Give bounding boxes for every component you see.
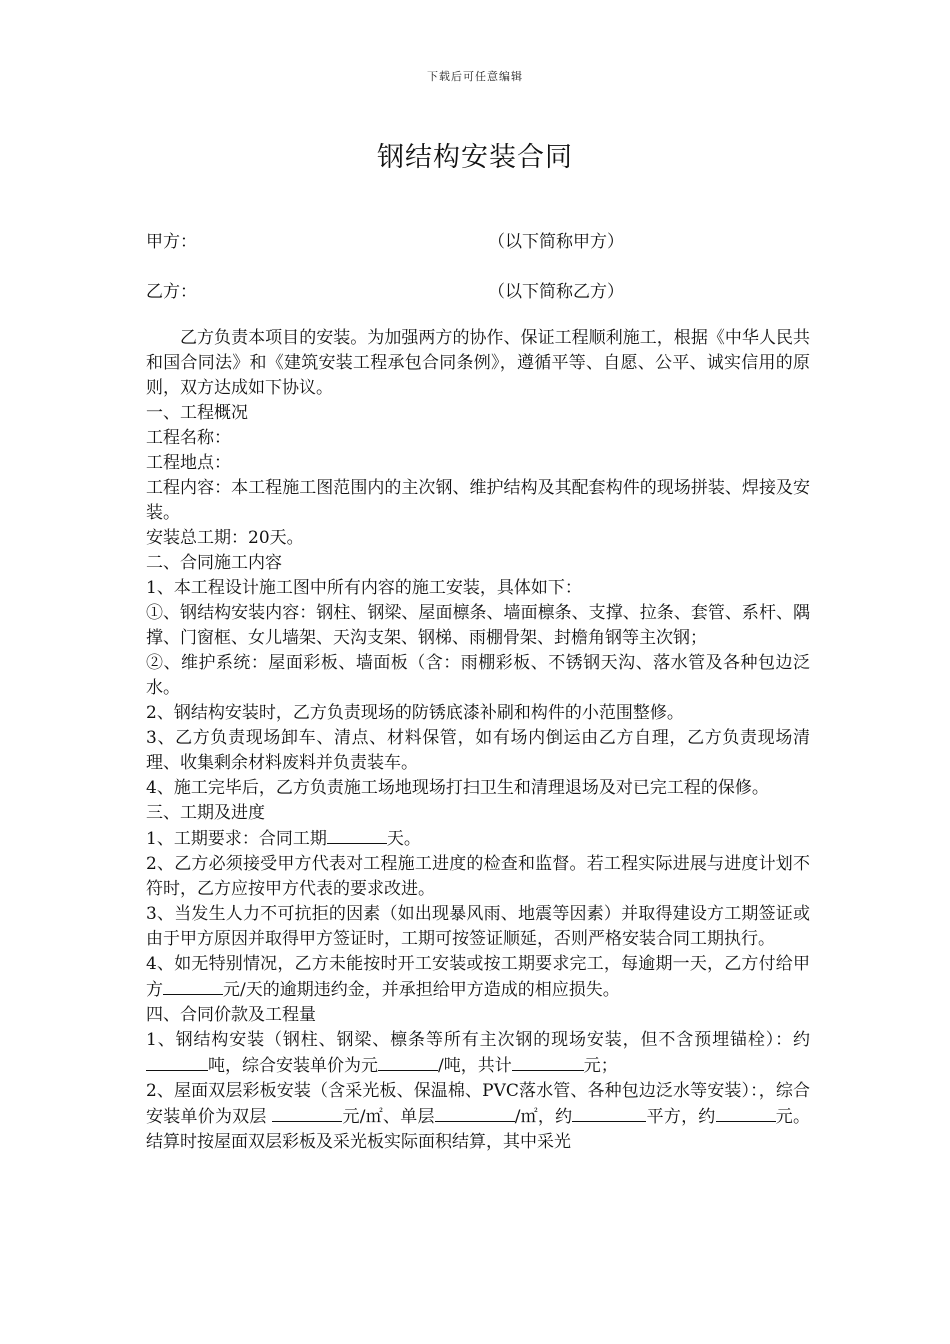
section-4-item-1-text-c: /吨，共计 <box>438 1056 512 1076</box>
blank-roof-total <box>716 1104 776 1122</box>
blank-contract-days <box>327 826 387 844</box>
section-3-item-4-text-a: 4、如无特别情况，乙方未能按时开工安装或按工期要求完工，每逾期一天，乙方付给甲方 <box>146 954 810 1000</box>
section-4-item-1-text-a: 1、钢结构安装（钢柱、钢梁、檩条等所有主次钢的现场安装，但不含预埋锚栓）：约 <box>146 1030 810 1050</box>
section-2-item-1b: ②、维护系统：屋面彩板、墙面板（含：雨棚彩板、不锈钢天沟、落水管及各种包边泛水。 <box>146 653 810 698</box>
section-4-item-1 <box>146 1028 810 1079</box>
section-4-item-2-text-b: 元/㎡、单层 <box>342 1107 435 1127</box>
section-4-item-1-text-d: 元； <box>583 1056 618 1076</box>
blank-single-layer-price <box>435 1104 515 1122</box>
section-2-item-3: 3、乙方负责现场卸车、清点、材料保管，如有场内倒运由乙方自理，乙方负责现场清理、收集剩余材料废料并负责装车。 <box>146 728 810 773</box>
project-location-line: 工程地点： <box>146 453 231 473</box>
blank-steel-total <box>512 1053 584 1071</box>
header-note: 下载后可任意编辑 <box>427 70 523 83</box>
section-2-item-1a: ①、钢结构安装内容：钢柱、钢梁、屋面檩条、墙面檩条、支撑、拉条、套管、系杆、隅撑、门窗框、女儿墙架、天沟支架、钢梯、雨棚骨架、封檐角钢等主次钢； <box>146 603 810 648</box>
section-1-heading: 一、工程概况 <box>146 403 248 423</box>
section-3-item-2: 2、乙方必须接受甲方代表对工程施工进度的检查和监督。若工程实际进展与进度计划不符时，乙方应按甲方代表的要求改进。 <box>146 854 810 899</box>
blank-roof-area <box>572 1104 646 1122</box>
project-duration-line: 安装总工期：20天。 <box>146 528 304 548</box>
blank-steel-tonnage <box>146 1053 208 1071</box>
section-3-item-4 <box>146 952 810 1003</box>
section-3-item-4-text-b: 元/天的逾期违约金，并承担给甲方造成的相应损失。 <box>223 980 620 1000</box>
project-name-line: 工程名称： <box>146 428 231 448</box>
party-b-label: 乙方： <box>146 282 197 302</box>
section-3-item-3: 3、当发生人力不可抗拒的因素（如出现暴风雨、地震等因素）并取得建设方工期签证或由于甲方原因并取得甲方签证时，工期可按签证顺延，否则严格安装合同工期执行。 <box>146 904 810 949</box>
section-3-item-1 <box>146 826 810 852</box>
section-4-item-2-text-d: 平方，约 <box>646 1107 716 1127</box>
project-content-paragraph: 工程内容：本工程施工图范围内的主次钢、维护结构及其配套构件的现场拼装、焊接及安装。 <box>146 478 810 523</box>
section-3-item-1-text-a: 1、工期要求：合同工期 <box>146 829 327 849</box>
intro-paragraph: 乙方负责本项目的安装。为加强两方的协作、保证工程顺利施工，根据《中华人民共和国合同法》和《建筑安装工程承包合同条例》，遵循平等、自愿、公平、诚实信用的原则，双方达成如下协议。 <box>146 328 810 398</box>
section-4-item-2-text-e: 元。结算时按屋面双层彩板及采光板实际面积结算，其中采光 <box>146 1107 811 1152</box>
section-4-item-1-text-b: 吨，综合安装单价为元 <box>208 1056 378 1076</box>
party-a-label: 甲方： <box>146 232 197 252</box>
blank-steel-unit-price <box>378 1053 438 1071</box>
section-4-item-2-text-a: 2、屋面双层彩板安装（含采光板、保温棉、PVC落水管、各种包边泛水等安装）：，综合安装单价为双层 <box>146 1081 810 1127</box>
section-3-heading: 三、工期及进度 <box>146 803 265 823</box>
section-2-heading: 二、合同施工内容 <box>146 553 282 573</box>
section-2-item-2: 2、钢结构安装时，乙方负责现场的防锈底漆补刷和构件的小范围整修。 <box>146 703 684 723</box>
blank-double-layer-price <box>272 1104 342 1122</box>
blank-penalty-rate <box>163 977 223 995</box>
section-4-item-2-text-c: /㎡，约 <box>514 1107 573 1127</box>
section-4-item-2 <box>146 1079 810 1155</box>
contract-body <box>146 326 810 1155</box>
section-3-item-1-text-b: 天。 <box>386 829 421 849</box>
party-b-note: （以下简称乙方） <box>488 282 624 302</box>
party-a-note: （以下简称甲方） <box>488 232 624 252</box>
document-title: 钢结构安装合同 <box>377 142 573 173</box>
section-2-item-1: 1、本工程设计施工图中所有内容的施工安装，具体如下： <box>146 578 582 598</box>
section-2-item-4: 4、施工完毕后，乙方负责施工场地现场打扫卫生和清理退场及对已完工程的保修。 <box>146 778 769 798</box>
section-4-heading: 四、合同价款及工程量 <box>146 1005 316 1025</box>
